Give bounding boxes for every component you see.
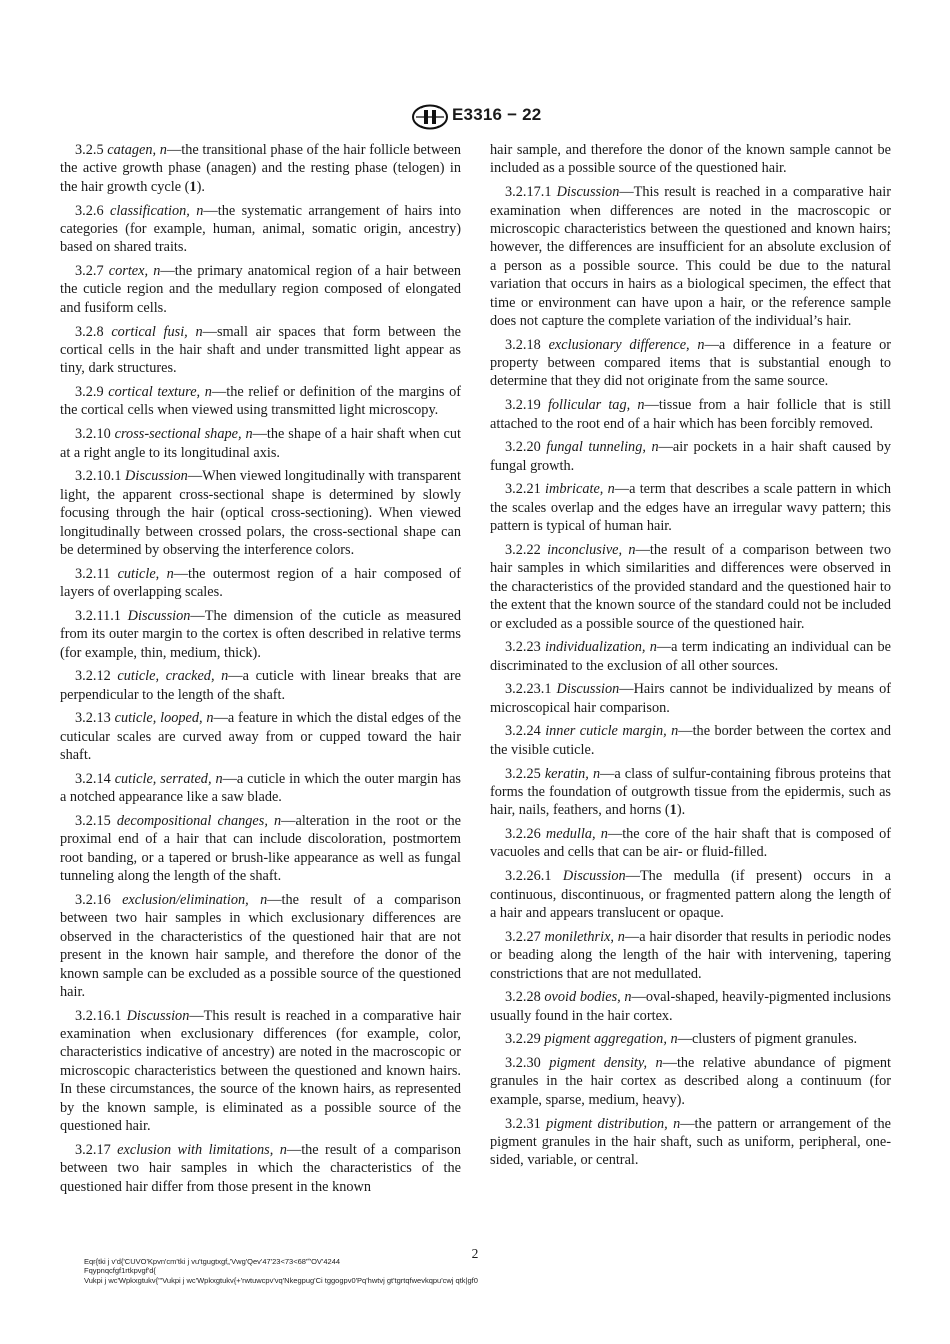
defined-term: inner cuticle margin,: [545, 723, 667, 740]
part-of-speech: n: [620, 989, 632, 1006]
defined-term: Discussion: [127, 607, 191, 624]
definition-text: —When viewed longitudinally with transparent light, the apparent cross-sectional shape is determined by slowly focusing through the hair (optical cross-sectioning). When viewed longitudinally between crossed polars, the cross-sectional shape can be determined by observing the interference colors.: [60, 468, 461, 558]
definition-text: —the result of a comparison between two hair samples in which the characteristics of the questioned hair differ from those present in the known: [60, 1141, 461, 1195]
defined-term: cortex,: [108, 263, 149, 280]
defined-term: exclusion/elimination,: [122, 891, 249, 908]
definition-text: —a term indicating an individual can be discriminated to the exclusion of all other sources.: [490, 639, 891, 674]
reference-link[interactable]: 1: [189, 178, 197, 195]
section-number: 3.2.14: [75, 770, 111, 787]
section-number: 3.2.29: [505, 1031, 541, 1048]
defined-term: ovoid bodies,: [544, 989, 621, 1006]
definition-paragraph: [60, 383, 461, 420]
part-of-speech: n: [645, 639, 657, 656]
definition-paragraph: [60, 425, 461, 462]
definition-paragraph: [490, 141, 891, 178]
section-number: 3.2.20: [505, 439, 541, 456]
part-of-speech: n: [214, 668, 229, 685]
definition-paragraph: [60, 891, 461, 1001]
page-header: [0, 104, 950, 130]
definition-text: —the outermost region of a hair composed of layers of overlapping scales.: [60, 565, 461, 601]
defined-term: follicular tag,: [547, 397, 631, 414]
definition-text: —tissue from a hair follicle that is still attached to the root end of a hair which has been forcibly removed.: [490, 397, 891, 432]
defined-term: exclusion with limitations,: [117, 1141, 274, 1158]
definition-text: hair sample, and therefore the donor of the known sample cannot be included as a possible source of the questioned hair.: [490, 142, 891, 177]
definition-text: —the border between the cortex and the visible cuticle.: [490, 723, 891, 758]
defined-term: Discussion: [562, 868, 626, 885]
part-of-speech: n: [645, 439, 659, 456]
defined-term: decompositional changes,: [116, 812, 268, 829]
defined-term: cross-sectional shape,: [114, 426, 242, 443]
definition-text: —the pattern or arrangement of the pigment granules in the hair shaft, such as uniform, peripheral, one-sided, variable, or central.: [490, 1115, 891, 1169]
part-of-speech: n: [666, 1031, 678, 1048]
definition-paragraph: [490, 722, 891, 759]
section-number: 3.2.8: [75, 323, 104, 340]
right-column: [490, 141, 891, 1175]
definition-paragraph: [490, 183, 891, 330]
section-number: 3.2.23.1: [505, 681, 552, 698]
definition-paragraph: [490, 638, 891, 675]
defined-term: cortical texture,: [108, 384, 201, 401]
part-of-speech: n: [267, 812, 282, 829]
section-number: 3.2.25: [505, 765, 541, 782]
definition-paragraph: [60, 565, 461, 602]
definition-text-end: ).: [196, 178, 205, 195]
definition-paragraph: [60, 607, 461, 662]
footer-line: Vukpi j wc'Wpkxgtukv{'"Vukpi j wc'Wpkxgtukv{+'rwtuwcpv'vq'Nkegpug'Ci tggogpv0'Pq'hwtvj gt'tgrtqfwevkqpu'cwj qtk|gf0: [84, 1275, 478, 1285]
definition-text: —clusters of pigment granules.: [677, 1031, 858, 1048]
document-id: E3316 − 22: [452, 105, 542, 124]
defined-term: pigment aggregation,: [544, 1031, 667, 1048]
definition-paragraph: [60, 709, 461, 764]
definition-paragraph: [490, 1030, 891, 1048]
definition-paragraph: [490, 438, 891, 475]
definition-paragraph: [60, 202, 461, 257]
copyright-footer: [84, 1257, 784, 1285]
defined-term: catagen,: [107, 142, 157, 158]
part-of-speech: n: [241, 426, 253, 443]
astm-logo-icon: [411, 104, 449, 130]
section-number: 3.2.27: [505, 928, 541, 945]
definition-text-end: ).: [676, 802, 686, 819]
section-number: 3.2.17.1: [505, 184, 552, 201]
defined-term: exclusionary difference,: [548, 336, 690, 353]
section-number: 3.2.23: [505, 639, 541, 656]
definition-paragraph: [490, 928, 891, 983]
part-of-speech: n: [647, 1055, 663, 1072]
defined-term: Discussion: [556, 681, 620, 698]
definition-paragraph: [490, 1115, 891, 1170]
part-of-speech: n: [622, 541, 636, 558]
section-number: 3.2.12: [75, 668, 111, 685]
definition-paragraph: [60, 141, 461, 196]
page-number: 2: [471, 1246, 479, 1261]
part-of-speech: n: [603, 481, 615, 498]
defined-term: monilethrix,: [544, 928, 615, 945]
definition-paragraph: [60, 262, 461, 317]
definition-paragraph: [60, 812, 461, 886]
definition-paragraph: [490, 765, 891, 820]
definition-text: —the relative abundance of pigment granules in the hair cortex as described along a continuum (for example, sparse, medium, heavy).: [490, 1055, 891, 1108]
definition-text: —alteration in the root or the proximal end of a hair that can include discoloration, postmortem root banding, or a tapered or brush-like appearance as well as fungal tunneling along the length of the shaft.: [60, 812, 461, 885]
defined-term: imbricate,: [545, 481, 604, 498]
definition-text: —the systematic arrangement of hairs into categories (for example, human, animal, somatic origin, ancestry) based on shared traits.: [60, 202, 461, 256]
definition-paragraph: [490, 825, 891, 862]
reference-link[interactable]: 1: [669, 802, 677, 819]
defined-term: Discussion: [126, 1007, 190, 1024]
section-number: 3.2.19: [505, 397, 541, 414]
definition-text: —the result of a comparison between two hair samples in which similarities and differences were observed in the characteristics of the provided standard and the questioned hair to the extent that the known source of the standard could not be included or excluded as a possible source of the questioned hair.: [490, 541, 891, 632]
definition-paragraph: [490, 1054, 891, 1109]
section-number: 3.2.24: [505, 723, 541, 740]
section-number: 3.2.11.1: [75, 607, 121, 624]
section-number: 3.2.21: [505, 481, 541, 498]
section-number: 3.2.15: [75, 812, 111, 829]
part-of-speech: n: [248, 891, 268, 908]
defined-term: cuticle, looped,: [114, 710, 203, 727]
section-number: 3.2.10: [75, 426, 111, 443]
definition-text: —the shape of a hair shaft when cut at a right angle to its longitudinal axis.: [60, 426, 461, 461]
section-number: 3.2.30: [505, 1055, 541, 1072]
part-of-speech: n: [187, 323, 203, 340]
section-number: 3.2.5: [75, 142, 104, 158]
section-number: 3.2.13: [75, 710, 111, 727]
section-number: 3.2.16.1: [75, 1007, 122, 1024]
footer-line: Fqypnqcfgf1rtkpvgf'd{: [84, 1266, 156, 1276]
definition-text: —the result of a comparison between two hair samples in which exclusionary differences are observed in the characteristics of the questioned hair that are not present in the known hair sample, and therefore the donor of the known sample can be excluded as a possible source of the questioned hair.: [60, 891, 462, 1000]
defined-term: cuticle, serrated,: [114, 770, 212, 787]
definition-text: —a cuticle with linear breaks that are perpendicular to the length of the shaft.: [60, 668, 461, 703]
part-of-speech: n: [667, 1115, 681, 1132]
definition-paragraph: [60, 667, 461, 704]
defined-term: cuticle,: [117, 565, 160, 582]
part-of-speech: n: [156, 142, 167, 158]
section-number: 3.2.10.1: [75, 468, 122, 485]
definition-paragraph: [490, 396, 891, 433]
definition-paragraph: [490, 480, 891, 535]
part-of-speech: n: [666, 723, 679, 740]
defined-term: fungal tunneling,: [546, 439, 646, 456]
definition-text: —oval-shaped, heavily-pigmented inclusions usually found in the hair cortex.: [490, 989, 891, 1024]
definition-text: —a term that describes a scale pattern in which the scales overlap and the edges have an irregular wavy pattern; this pattern is typical of human hair.: [490, 481, 891, 535]
definition-text: —air pockets in a hair shaft caused by fungal growth.: [490, 439, 891, 474]
defined-term: cortical fusi,: [111, 323, 188, 340]
definition-text: —The medulla (if present) occurs in a continuous, discontinuous, or fragmented pattern along the length of a hair and appears translucent or opaque.: [490, 868, 892, 921]
part-of-speech: n: [630, 397, 645, 414]
footer-line: Eqr{tki j v'd{'CUVO'Kpvn'cm'tki j vu'tgugtxgf„'Vwg'Qev'47'23<73<68''OV'4244: [84, 1257, 341, 1266]
definition-text: —a difference in a feature or property between compared items that is substantial enough to determine that they did not originate from the same source.: [490, 336, 892, 390]
definition-paragraph: [60, 467, 461, 559]
definition-paragraph: [490, 680, 891, 717]
definition-text: —This result is reached in a comparative hair examination when differences are noted in the macroscopic or microscopic characteristics between the questioned and known hairs; however, the differences are insufficient for an absolute exclusion of a person as a possible source. This could be due to the natural variation that occurs in hairs as a biological specimen, the effect that time or environment can have upon a hair, or the reference sample does not capture the complete variation of the individual’s hair.: [490, 184, 891, 329]
definition-paragraph: [60, 1141, 461, 1196]
section-number: 3.2.28: [505, 989, 541, 1006]
defined-term: cuticle, cracked,: [117, 668, 215, 685]
defined-term: keratin,: [544, 765, 589, 782]
part-of-speech: n: [588, 765, 601, 782]
definition-text: —small air spaces that form between the cortical cells in the hair shaft and under transmitted light appear as tiny, dark structures.: [60, 323, 462, 377]
part-of-speech: n: [273, 1141, 287, 1158]
section-number: 3.2.11: [75, 565, 111, 582]
definition-paragraph: [490, 336, 891, 391]
definition-text: —a cuticle in which the outer margin has a notched appearance like a saw blade.: [60, 770, 461, 806]
section-number: 3.2.9: [75, 384, 104, 401]
part-of-speech: n: [189, 202, 204, 219]
section-number: 3.2.7: [75, 263, 104, 280]
section-number: 3.2.16: [75, 891, 111, 908]
definition-paragraph: [490, 541, 891, 633]
defined-term: Discussion: [125, 468, 188, 485]
definition-paragraph: [60, 1007, 461, 1136]
definition-paragraph: [60, 770, 461, 807]
defined-term: individualization,: [544, 639, 646, 656]
definition-text: —the transitional phase of the hair follicle between the active growth phase (anagen) and the resting phase (telogen) in the hair growth cycle (: [60, 142, 461, 195]
part-of-speech: n: [595, 826, 608, 843]
definition-paragraph: [490, 867, 891, 922]
part-of-speech: n: [211, 770, 223, 787]
defined-term: classification,: [110, 202, 190, 219]
defined-term: medulla,: [545, 826, 596, 843]
part-of-speech: n: [148, 263, 161, 280]
part-of-speech: n: [614, 928, 625, 945]
section-number: 3.2.31: [505, 1115, 541, 1132]
definition-text: —Hairs cannot be individualized by means of microscopical hair comparison.: [490, 681, 891, 716]
definition-paragraph: [490, 988, 891, 1025]
definition-paragraph: [60, 323, 461, 378]
part-of-speech: n: [159, 565, 174, 582]
section-number: 3.2.18: [505, 336, 541, 353]
defined-term: inconclusive,: [547, 541, 623, 558]
definition-text: —the primary anatomical region of a hair between the cuticle region and the medullary region composed of elongated and fusiform cells.: [60, 263, 461, 316]
definition-text: —This result is reached in a comparative hair examination when exclusionary differences (for example, color, characteristics indicative of ancestry) are noted in the macroscopic or microscopic characteristics between the questioned and known hairs. In these circumstances, the source of the known hairs, as represented by the known sample, is eliminated as a possible source of the questioned hair.: [60, 1007, 461, 1135]
section-number: 3.2.6: [75, 202, 104, 219]
part-of-speech: n: [200, 384, 212, 401]
left-column: [60, 141, 461, 1201]
definition-text: —a class of sulfur-containing fibrous proteins that forms the foundation of outgrowth tissue from the epidermis, such as hair, nails, feathers, and horns (: [490, 765, 891, 819]
defined-term: pigment density,: [549, 1055, 648, 1072]
defined-term: Discussion: [556, 184, 620, 201]
section-number: 3.2.26: [505, 826, 541, 843]
section-number: 3.2.17: [75, 1141, 111, 1158]
definition-text: —a feature in which the distal edges of the cuticular scales are curved away from or cupped toward the hair shaft.: [60, 710, 461, 764]
part-of-speech: n: [689, 336, 705, 353]
part-of-speech: n: [202, 710, 214, 727]
section-number: 3.2.26.1: [505, 868, 552, 885]
definition-text: —a hair disorder that results in periodic nodes or beading along the length of the hair with intervening, tapering constrictions that are not medullated.: [490, 928, 891, 982]
defined-term: pigment distribution,: [546, 1115, 668, 1132]
definition-text: —the core of the hair shaft that is composed of vacuoles and cells that can be air- or fluid-filled.: [490, 826, 892, 861]
section-number: 3.2.22: [505, 541, 541, 558]
definition-text: —The dimension of the cuticle as measured from its outer margin to the cortex is often described in relative terms (for example, thin, medium, thick).: [60, 607, 461, 661]
definition-text: —the relief or definition of the margins of the cortical cells when viewed using transmitted light microscopy.: [60, 384, 461, 419]
